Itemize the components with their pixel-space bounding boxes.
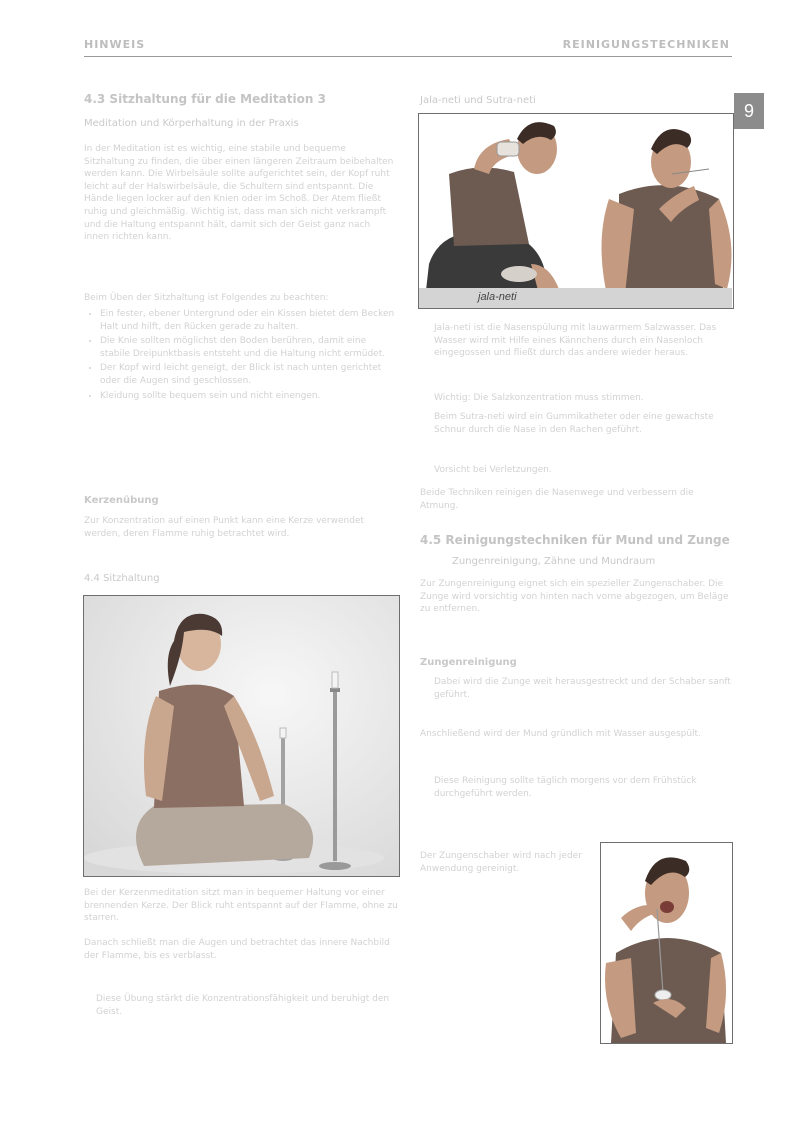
photo-caption-bar: [419, 288, 732, 308]
jala-neti-photo: [418, 113, 734, 309]
neti-summary: Beide Techniken reinigen die Nasenwege und verbessern die Atmung.: [420, 488, 694, 511]
rinse-paragraph: Anschließend wird der Mund gründlich mit Wasser ausgespült.: [420, 729, 701, 739]
tongue-paragraph: Zur Zungenreinigung eignet sich ein spezieller Zungenschaber. Die Zunge wird vorsichtig von hinten nach vorne abgezogen, um Beläge zu entfernen.: [420, 579, 729, 615]
section-title-2: 4.5 Reinigungstechniken für Mund und Zunge: [420, 533, 730, 547]
neti-label: Jala-neti und Sutra-neti: [420, 95, 536, 106]
sutra-neti-paragraph: Beim Sutra-neti wird ein Gummikatheter oder eine gewachste Schnur durch die Nase in den Rachen geführt.: [434, 412, 714, 435]
candle-paragraph: Zur Konzentration auf einen Punkt kann eine Kerze verwendet werden, deren Flamme ruhig betrachtet wird.: [84, 516, 365, 539]
caution-note: Vorsicht bei Verletzungen.: [434, 465, 552, 475]
section-subtitle-2: Zungenreinigung, Zähne und Mundraum: [452, 556, 656, 567]
meditation-photo: [83, 595, 400, 877]
list-item: • Kleidung sollte bequem sein und nicht einengen.: [100, 390, 398, 403]
benefit-paragraph: Diese Übung stärkt die Konzentrationsfähigkeit und beruhigt den Geist.: [96, 994, 390, 1017]
intro-paragraph: In der Meditation ist es wichtig, eine stabile und bequeme Sitzhaltung zu finden, die über einen längeren Zeitraum beibehalten werden kann. Die Wirbelsäule sollte aufgerichtet sein, der Kopf ruht leicht auf der Halswirbelsäule, die Schultern sind entspannt. Die Hände liegen locker auf den Knien oder im Schoß. Der Atem fließt ruhig und gleichmäßig. Wichtig ist, dass man sich nicht verkrampft und die Haltung entspannt hält, damit sich der Geist ganz nach innen richten kann.: [84, 144, 394, 243]
list-intro: Beim Üben der Sitzhaltung ist Folgendes zu beachten:: [84, 293, 329, 303]
clean-scraper-paragraph: Der Zungenschaber wird nach jeder Anwendung gereinigt.: [420, 851, 582, 874]
afterimage-paragraph: Danach schließt man die Augen und betrachtet das innere Nachbild der Flamme, bis es verblasst.: [84, 938, 390, 961]
header-rule: [84, 56, 732, 57]
tips-list: [84, 308, 398, 404]
scraper-paragraph: Dabei wird die Zunge weit herausgestreckt und der Schaber sanft geführt.: [434, 677, 731, 700]
list-item: • Der Kopf wird leicht geneigt, der Blick ist nach unten gerichtet oder die Augen sind geschlossen.: [100, 362, 398, 387]
photo-caption: jala-neti: [478, 291, 517, 303]
running-header-left: HINWEIS: [84, 38, 146, 51]
jala-neti-paragraph: Jala-neti ist die Nasenspülung mit lauwarmem Salzwasser. Das Wasser wird mit Hilfe eines Kännchens durch ein Nasenloch eingegossen und fließt durch das andere wieder heraus.: [434, 323, 717, 359]
salt-note: Wichtig: Die Salzkonzentration muss stimmen.: [434, 393, 644, 403]
section-title: 4.3 Sitzhaltung für die Meditation 3: [84, 92, 326, 106]
subheading-tongue: Zungenreinigung: [420, 657, 517, 668]
daily-paragraph: Diese Reinigung sollte täglich morgens vor dem Frühstück durchgeführt werden.: [434, 776, 697, 799]
photo-label: 4.4 Sitzhaltung: [84, 573, 160, 584]
chapter-tab: 9: [734, 93, 764, 129]
list-item: • Die Knie sollten möglichst den Boden berühren, damit eine stabile Dreipunktbasis entsteht und die Haltung nicht ermüdet.: [100, 335, 398, 360]
tongue-cleaning-photo: [600, 842, 733, 1044]
section-subtitle: Meditation und Körperhaltung in der Praxis: [84, 118, 299, 129]
subheading: Kerzenübung: [84, 495, 159, 506]
caption-paragraph: Bei der Kerzenmeditation sitzt man in bequemer Haltung vor einer brennenden Kerze. Der Blick ruht entspannt auf der Flamme, ohne zu starren.: [84, 888, 398, 924]
running-header-right: REINIGUNGSTECHNIKEN: [562, 38, 730, 51]
list-item: • Ein fester, ebener Untergrund oder ein Kissen bietet dem Becken Halt und hilft, den Rücken gerade zu halten.: [100, 308, 398, 333]
